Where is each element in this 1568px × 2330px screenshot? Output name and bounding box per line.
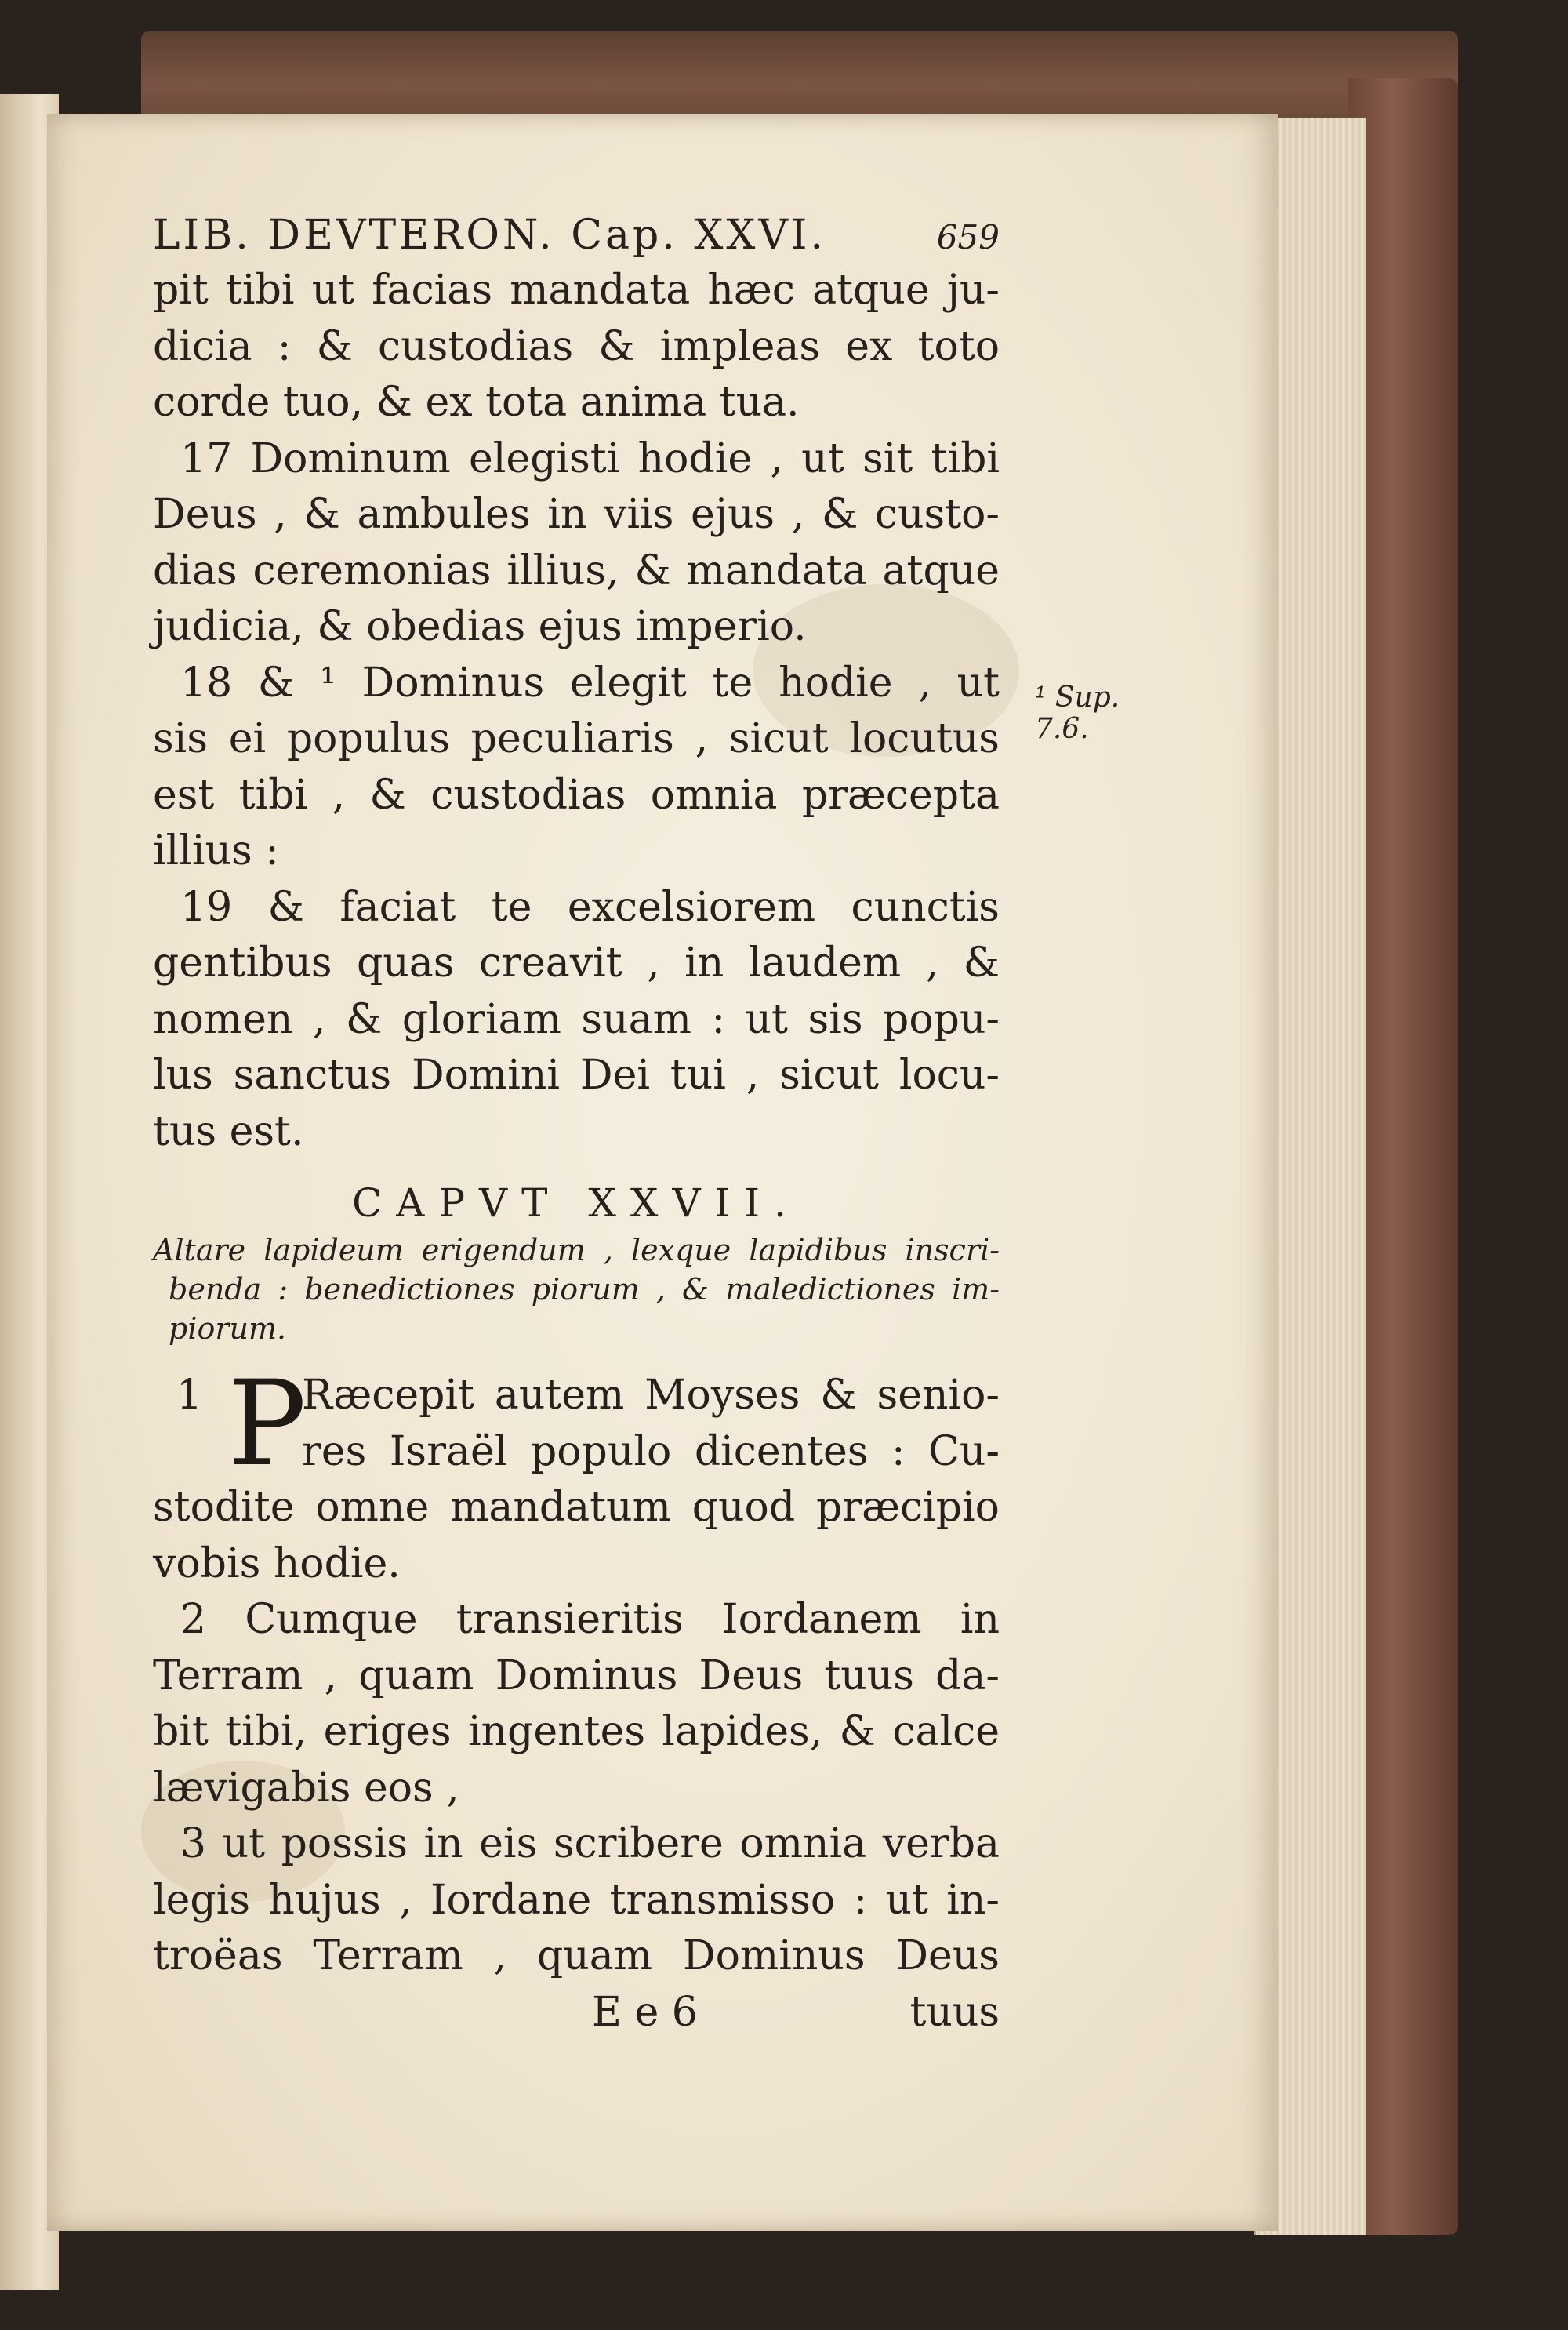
text-line: illius :	[153, 827, 279, 874]
verse-1	[153, 1356, 1000, 1592]
text-line: res Israël populo dicentes : Cu-	[302, 1427, 1000, 1475]
text-line: 19 & faciat te excelsiorem cunctis	[180, 883, 1000, 931]
page-footer	[153, 1985, 1000, 2041]
chapter-summary	[153, 1230, 1000, 1348]
summary-line: Altare lapideum erigendum , lexque lapidibus inscri-	[153, 1233, 1000, 1267]
text-line: 18 & ¹ Dominus elegit te hodie , ut	[180, 659, 1000, 707]
text-line: bit tibi, eriges ingentes lapides, & calce	[153, 1708, 1000, 1755]
page-number: 659	[936, 218, 1000, 256]
text-line: Ræcepit autem Moyses & senio-	[302, 1372, 1000, 1419]
catchword: tuus	[909, 1988, 1000, 2036]
text-line: lævigabis eos ,	[153, 1764, 459, 1812]
summary-line: piorum.	[169, 1311, 287, 1346]
text-line: 17 Dominum elegisti hodie , ut sit tibi	[180, 434, 1000, 482]
text-line: judicia, & obedias ejus imperio.	[153, 603, 807, 650]
page-text	[153, 212, 1000, 2041]
text-line: stodite omne mandatum quod præcipio	[153, 1484, 1000, 1531]
text-line: 3 ut possis in eis scribere omnia verba	[180, 1820, 1000, 1867]
signature-mark: E e 6	[592, 1988, 698, 2036]
text-line: dicia : & custodias & impleas ex toto	[153, 322, 1000, 370]
text-line: gentibus quas creavit , in laudem , &	[153, 940, 1000, 987]
text-line: tus est.	[153, 1107, 304, 1155]
drop-cap: P	[227, 1356, 307, 1492]
text-line: troëas Terram , quam Dominus Deus	[153, 1932, 1000, 1979]
book-cover-top	[141, 31, 1458, 125]
text-line: pit tibi ut facias mandata hæc atque ju-	[153, 267, 1000, 314]
text-line: Deus , & ambules in viis ejus , & custo-	[153, 491, 1000, 538]
text-line: legis hujus , Iordane transmisso : ut in-	[153, 1876, 1000, 1924]
verse-number: 1	[176, 1372, 203, 1419]
running-header	[153, 212, 1000, 259]
running-title: LIB. DEVTERON. Cap. XXVI.	[153, 212, 827, 259]
text-line: nomen , & gloriam suam : ut sis popu-	[153, 995, 1000, 1043]
margin-note-line: 7.6.	[1035, 713, 1089, 745]
margin-note-line: ¹ Sup.	[1035, 682, 1120, 714]
text-line: lus sanctus Domini Dei tui , sicut locu-	[153, 1052, 1000, 1099]
text-line: est tibi , & custodias omnia præcepta	[153, 771, 1000, 819]
text-line: sis ei populus peculiaris , sicut locutus	[153, 715, 1000, 762]
chapter-heading: CAPVT XXVII.	[351, 1180, 801, 1226]
text-line: Terram , quam Dominus Deus tuus da-	[153, 1652, 1000, 1699]
text-line: corde tuo, & ex tota anima tua.	[153, 379, 800, 426]
text-line: dias ceremonias illius, & mandata atque	[153, 547, 1000, 594]
margin-note	[1035, 682, 1120, 745]
summary-line: benda : benedictiones piorum , & maledictiones im-	[169, 1272, 1000, 1307]
text-line: vobis hodie.	[153, 1539, 401, 1587]
text-line: 2 Cumque transieritis Iordanem in	[180, 1596, 1000, 1643]
